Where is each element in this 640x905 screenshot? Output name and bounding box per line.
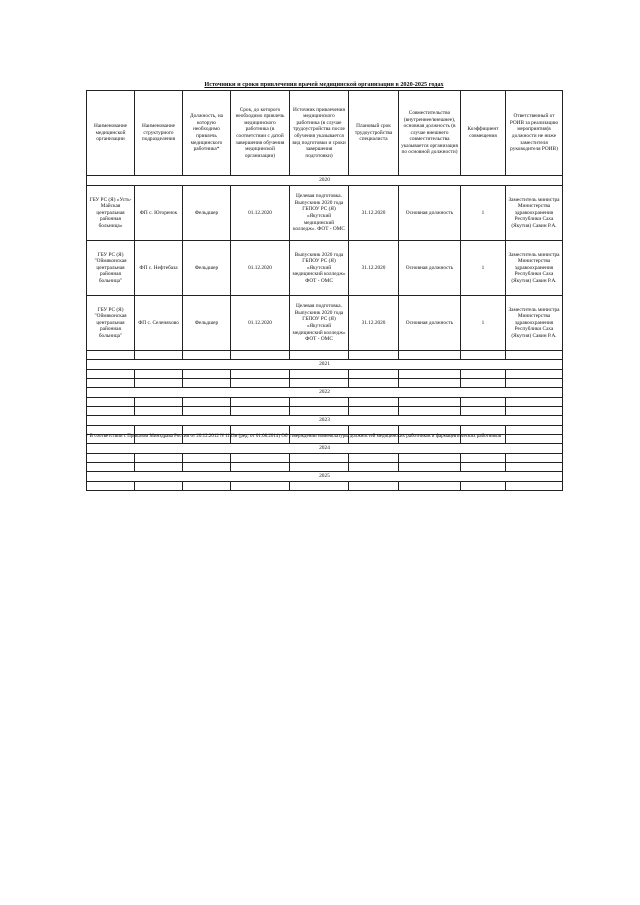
year-row-2020 <box>87 176 563 186</box>
year-label: 2025 <box>87 472 563 482</box>
cell-responsible: Заместитель министра Министерства здравоохранения Республики Саха (Якутия) Савин Р.А. <box>506 296 563 351</box>
year-row-2025 <box>87 472 563 482</box>
header-coefficient: Коэффициент совмещения <box>461 91 506 176</box>
cell-coefficient: 1 <box>461 296 506 351</box>
header-deadline: Срок, до которого необходимо привлечь медицинского работника (в соответствии с датой завершения обучения медицинской организации) <box>231 91 290 176</box>
header-org: Наименование медицинской организации <box>87 91 135 176</box>
cell-unit: ФП с. Нефтебаза <box>135 241 183 296</box>
cell-source: Выпускник 2020 года ГБПОУ РС (Я) «Якутский медицинский колледж» ФОТ - ОМС <box>290 241 349 296</box>
cell-deadline: 01.12.2020 <box>231 241 290 296</box>
year-label: 2022 <box>87 388 563 398</box>
header-planned: Плановый срок трудоустройства специалиста <box>349 91 399 176</box>
year-label: 2024 <box>87 444 563 454</box>
recruitment-table <box>86 90 563 491</box>
cell-coefficient: 1 <box>461 241 506 296</box>
empty-row <box>87 407 563 416</box>
year-row-2023 <box>87 416 563 426</box>
cell-coefficient: 1 <box>461 186 506 241</box>
cell-planned: 31.12.2020 <box>349 186 399 241</box>
table-row <box>87 241 563 296</box>
cell-org: ГБУ РС (Я) "Оймяконская центральная районная больница" <box>87 296 135 351</box>
cell-source: Целевая подготовка. Выпускник 2020 года ГБПОУ РС (Я) «Якутский медицинский колледж». ФОТ - ОМС <box>290 186 349 241</box>
cell-org: ГБУ РС (Я) "Оймяконская центральная районная больница" <box>87 241 135 296</box>
cell-planned: 31.12.2020 <box>349 241 399 296</box>
cell-source: Целевая подготовка. Выпускник 2020 года ГБПОУ РС (Я) «Якутский медицинский колледж» ФОТ - ОМС <box>290 296 349 351</box>
header-responsible: Ответственный от РОИВ за реализацию мероприятия(в должности не ниже заместителя руководителя РОИВ) <box>506 91 563 176</box>
header-source: Источник привлечения медицинского работника (в случае трудоустройства после обучения указывается вид подготовки и сроки завершения подготовки) <box>290 91 349 176</box>
header-unit: Наименование структурного подразделения <box>135 91 183 176</box>
empty-row <box>87 463 563 472</box>
empty-row <box>87 379 563 388</box>
year-row-2024 <box>87 444 563 454</box>
empty-row <box>87 351 563 360</box>
table-row <box>87 186 563 241</box>
table-row <box>87 296 563 351</box>
empty-row <box>87 370 563 379</box>
cell-combination: Основная должность <box>399 186 461 241</box>
empty-row <box>87 398 563 407</box>
empty-row <box>87 482 563 491</box>
cell-deadline: 01.12.2020 <box>231 296 290 351</box>
cell-position: Фельдшер <box>183 186 231 241</box>
cell-combination: Основная должность <box>399 241 461 296</box>
cell-unit: ФП с. Югоренок <box>135 186 183 241</box>
cell-responsible: Заместитель министра Министерства здравоохранения Республики Саха (Якутия) Савин Р.А. <box>506 186 563 241</box>
year-label: 2023 <box>87 416 563 426</box>
year-row-2022 <box>87 388 563 398</box>
footnote: * В соответствии с Приказом Минздрава России от 20.12.2012 N 1183н (ред. от 01.08.2014) Об утверждении номенклатуры должностей медицинских работников и фармацевтических работников <box>86 434 502 439</box>
year-label: 2020 <box>87 176 563 186</box>
cell-deadline: 01.12.2020 <box>231 186 290 241</box>
header-row <box>87 91 563 176</box>
year-label: 2021 <box>87 360 563 370</box>
cell-combination: Основная должность <box>399 296 461 351</box>
cell-position: Фельдшер <box>183 296 231 351</box>
document-title: Источники и сроки привлечения врачей медицинской организации в 2020-2025 годах <box>204 81 444 88</box>
cell-org: ГБУ РС (Я) «Усть-Майская центральная районная больница» <box>87 186 135 241</box>
header-position: Должность, на которую необходимо привлечь медицинского работника* <box>183 91 231 176</box>
header-combination: Совместительство (внутреннее/внешнее), основная должность (в случае внешнего совместительства указывается организация по основной должности) <box>399 91 461 176</box>
cell-position: Фельдшер <box>183 241 231 296</box>
cell-planned: 31.12.2020 <box>349 296 399 351</box>
empty-row <box>87 454 563 463</box>
cell-responsible: Заместитель министра Министерства здравоохранения Республики Саха (Якутия) Савин Р.А. <box>506 241 563 296</box>
cell-unit: ФП с. Селеняхово <box>135 296 183 351</box>
year-row-2021 <box>87 360 563 370</box>
